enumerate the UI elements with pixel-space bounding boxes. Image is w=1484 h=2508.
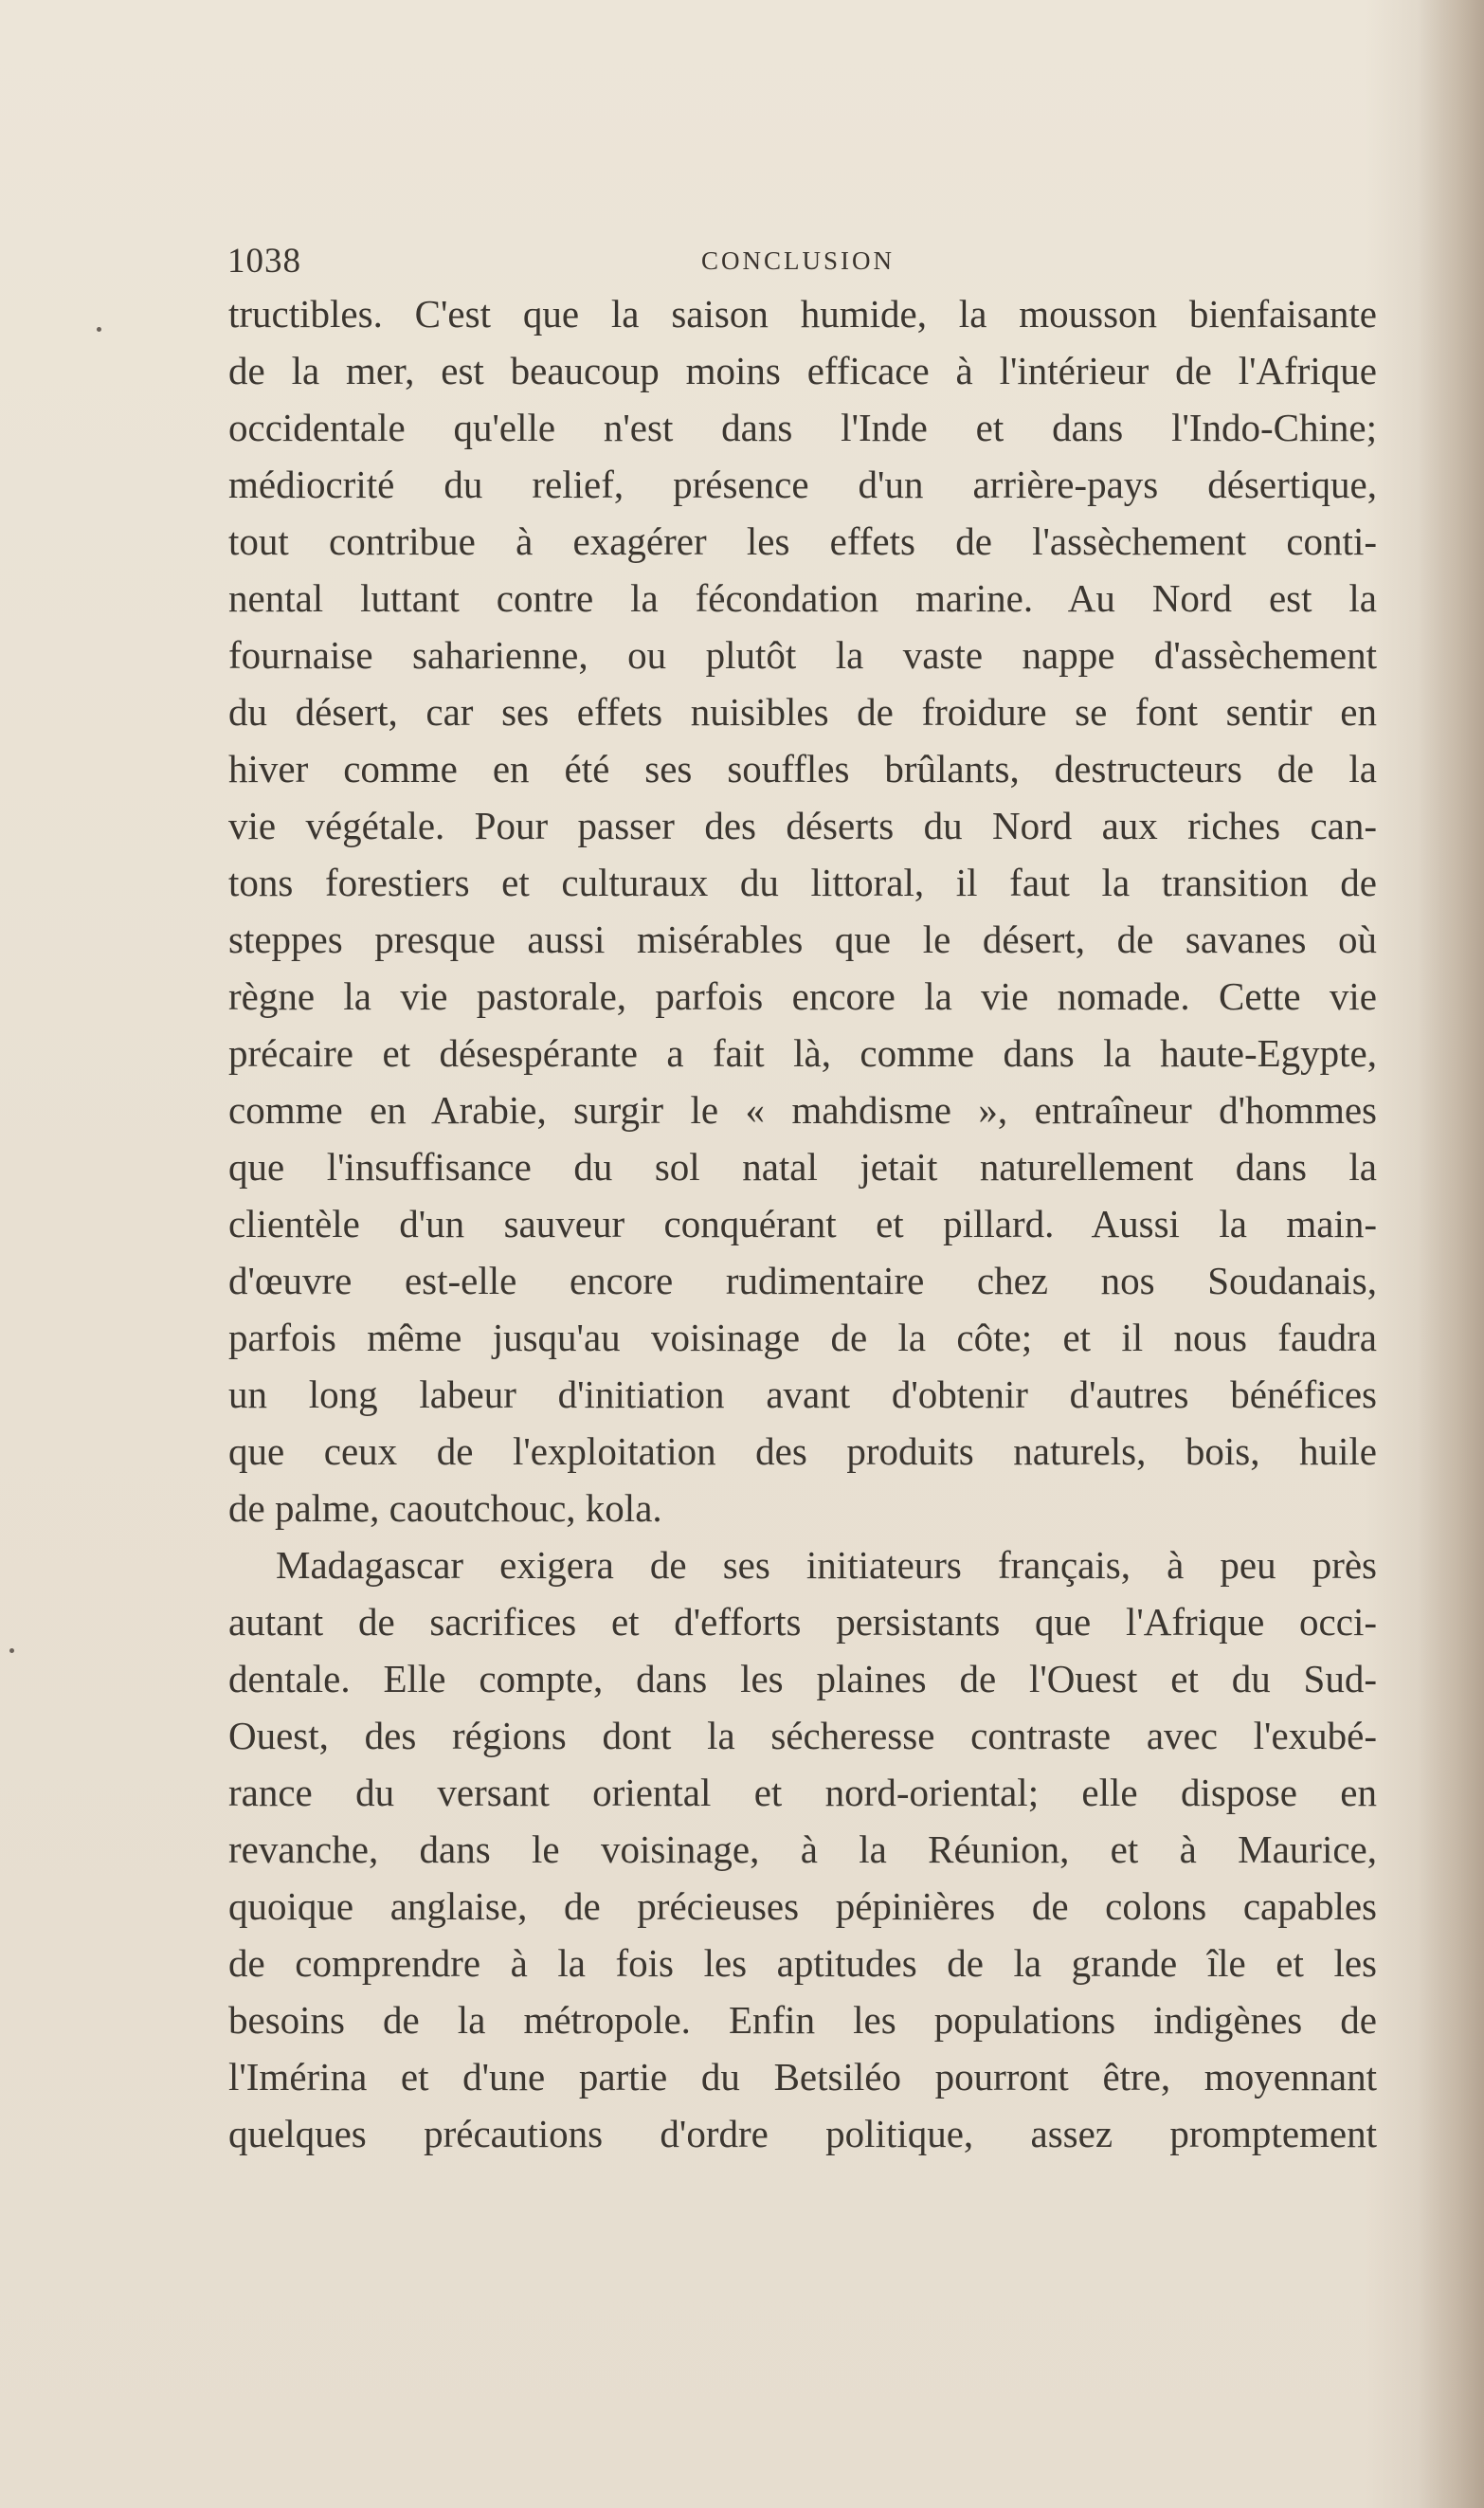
text-line: hiver comme en été ses souffles brûlants, destructeurs de la: [228, 747, 1377, 791]
text-line: de la mer, est beaucoup moins efficace à l'intérieur de l'Afrique: [228, 349, 1377, 392]
text-line: l'Imérina et d'une partie du Betsiléo pourront être, moyennant: [228, 2055, 1377, 2099]
text-line: tructibles. C'est que la saison humide, la mousson bienfaisante: [228, 292, 1377, 336]
text-line: du désert, car ses effets nuisibles de froidure se font sentir en: [228, 690, 1377, 734]
margin-mark: [9, 1648, 14, 1653]
text-line: rance du versant oriental et nord-oriental; elle dispose en: [228, 1771, 1377, 1814]
text-line: occidentale qu'elle n'est dans l'Inde et dans l'Indo-Chine;: [228, 406, 1377, 449]
text-line: autant de sacrifices et d'efforts persistants que l'Afrique occi-: [228, 1600, 1377, 1644]
text-line: steppes presque aussi misérables que le désert, de savanes où: [228, 918, 1377, 961]
text-line: vie végétale. Pour passer des déserts du Nord aux riches can-: [228, 804, 1377, 847]
text-line: que l'insuffisance du sol natal jetait naturellement dans la: [228, 1145, 1377, 1189]
text-line: comme en Arabie, surgir le « mahdisme », entraîneur d'hommes: [228, 1088, 1377, 1132]
text-line: fournaise saharienne, ou plutôt la vaste nappe d'assèchement: [228, 633, 1377, 677]
text-line: quoique anglaise, de précieuses pépinières de colons capables: [228, 1884, 1377, 1928]
text-line: tons forestiers et culturaux du littoral, il faut la transition de: [228, 861, 1377, 904]
text-line: Ouest, des régions dont la sécheresse contraste avec l'exubé-: [228, 1714, 1377, 1757]
text-line: un long labeur d'initiation avant d'obtenir d'autres bénéfices: [228, 1372, 1377, 1416]
page-edge-shadow: [1418, 0, 1484, 2508]
text-line: Madagascar exigera de ses initiateurs français, à peu près: [276, 1543, 1377, 1587]
text-line: de palme, caoutchouc, kola.: [228, 1486, 662, 1530]
text-line: médiocrité du relief, présence d'un arrière-pays désertique,: [228, 463, 1377, 506]
text-line: quelques précautions d'ordre politique, assez promptement: [228, 2112, 1377, 2155]
margin-mark: [97, 327, 101, 332]
text-line: besoins de la métropole. Enfin les populations indigènes de: [228, 1998, 1377, 2042]
text-line: précaire et désespérante a fait là, comme dans la haute-Egypte,: [228, 1031, 1377, 1075]
text-line: dentale. Elle compte, dans les plaines de l'Ouest et du Sud-: [228, 1657, 1377, 1700]
text-line: revanche, dans le voisinage, à la Réunion, et à Maurice,: [228, 1827, 1377, 1871]
text-line: que ceux de l'exploitation des produits naturels, bois, huile: [228, 1429, 1377, 1473]
text-line: de comprendre à la fois les aptitudes de la grande île et les: [228, 1941, 1377, 1985]
text-line: d'œuvre est-elle encore rudimentaire chez nos Soudanais,: [228, 1259, 1377, 1302]
text-line: parfois même jusqu'au voisinage de la côte; et il nous faudra: [228, 1316, 1377, 1359]
text-line: règne la vie pastorale, parfois encore la vie nomade. Cette vie: [228, 974, 1377, 1018]
body-text: [228, 285, 1377, 2162]
running-title: CONCLUSION: [701, 246, 896, 275]
page-header: [227, 241, 1384, 279]
text-line: nental luttant contre la fécondation marine. Au Nord est la: [228, 576, 1377, 620]
text-line: tout contribue à exagérer les effets de l'assèchement conti-: [228, 519, 1377, 563]
text-line: clientèle d'un sauveur conquérant et pillard. Aussi la main-: [228, 1202, 1377, 1245]
page-number: 1038: [227, 242, 301, 281]
